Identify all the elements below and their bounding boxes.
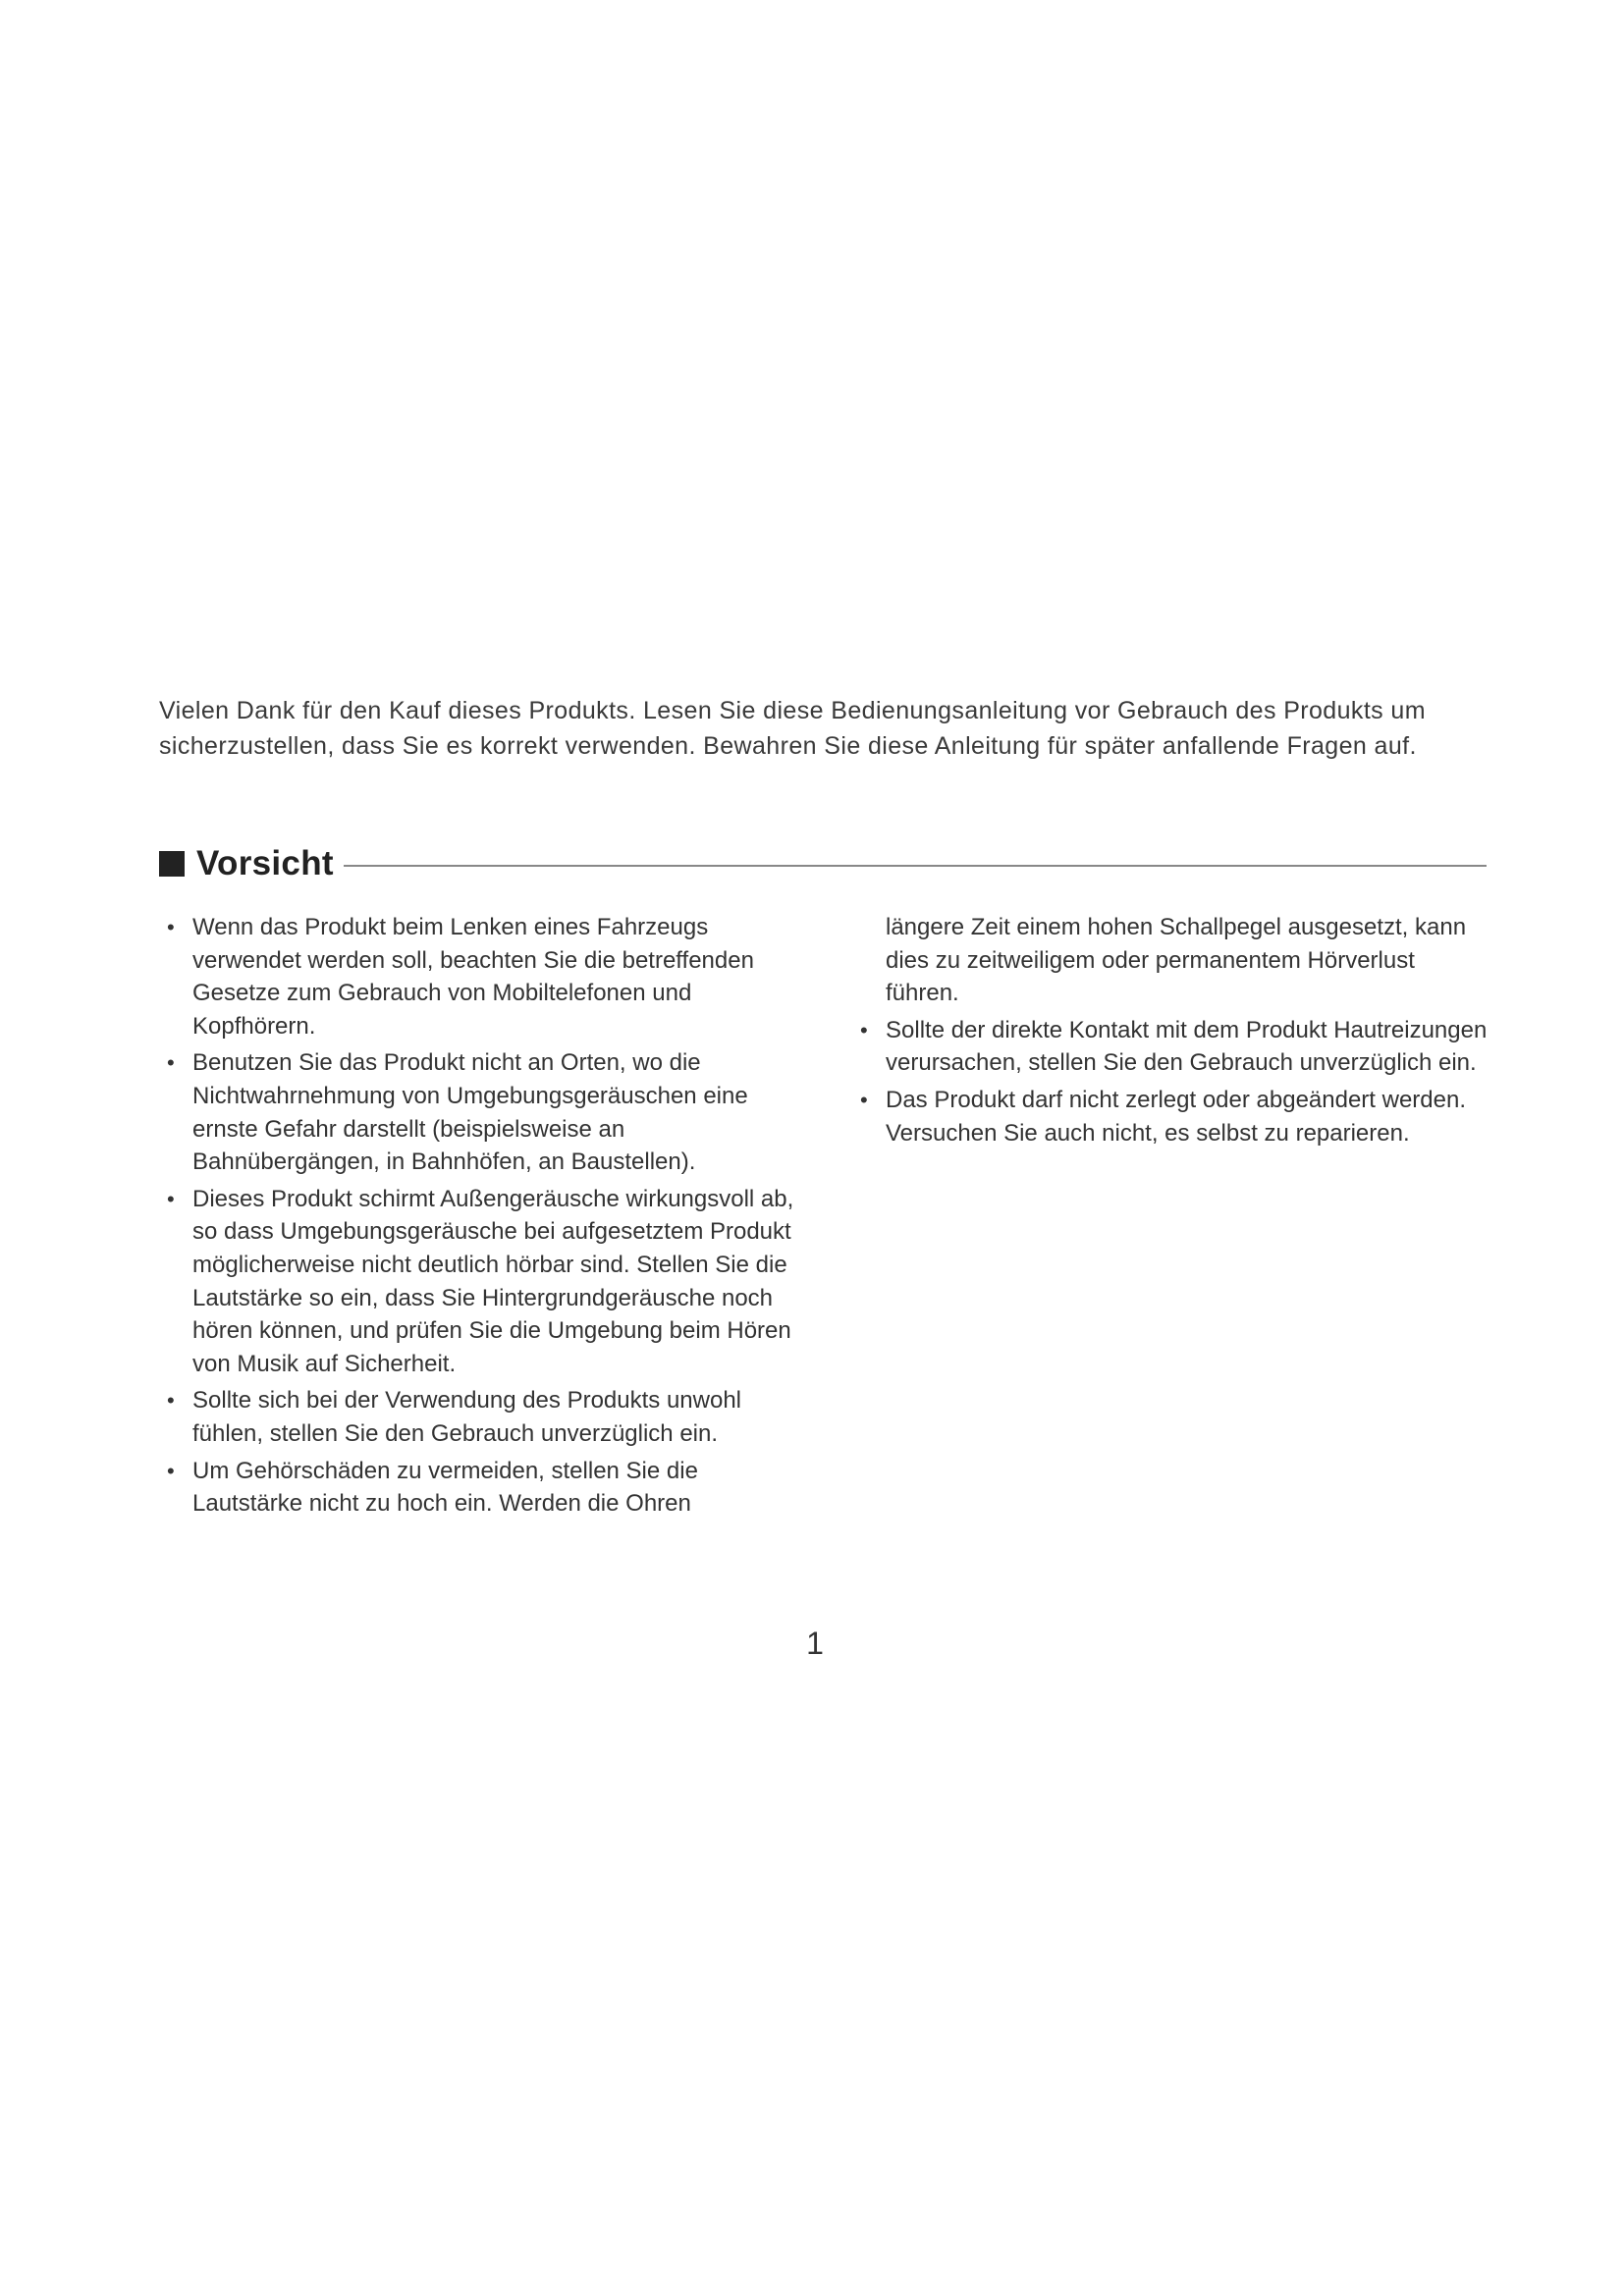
list-item-text: Wenn das Produkt beim Lenken eines Fahrzeugs verwendet werden soll, beachten Sie die betreffenden Gesetze zum Gebrauch von Mobiltelefonen und Kopfhörern. bbox=[192, 914, 754, 1040]
list-item-text: Sollte der direkte Kontakt mit dem Produkt Hautreizungen verursachen, stellen Sie den Gebrauch unverzüglich ein. bbox=[886, 1016, 1488, 1077]
list-item bbox=[167, 1183, 795, 1381]
section-title: Vorsicht bbox=[196, 844, 334, 882]
intro-paragraph: Vielen Dank für den Kauf dieses Produkts. Lesen Sie diese Bedienungsanleitung vor Gebrauch des Produkts um sicherzustellen, dass Sie es korrekt verwenden. Bewahren Sie diese Anleitung für später anfallende Fragen auf. bbox=[159, 697, 1426, 760]
list-item bbox=[860, 1084, 1489, 1149]
list-item bbox=[167, 1384, 795, 1450]
list-item bbox=[860, 1014, 1489, 1080]
list-item-text: längere Zeit einem hohen Schallpegel ausgesetzt, kann dies zu zeitweiligem oder permanentem Hörverlust führen. bbox=[886, 914, 1467, 1007]
list-item-text: Um Gehörschäden zu vermeiden, stellen Sie die Lautstärke nicht zu hoch ein. Werden die Ohren bbox=[192, 1457, 698, 1518]
bullet-icon: • bbox=[167, 1050, 175, 1076]
square-bullet-icon bbox=[159, 851, 185, 877]
bullet-icon: • bbox=[167, 1458, 175, 1483]
heading-divider bbox=[344, 865, 1487, 867]
bullet-icon: • bbox=[860, 1087, 868, 1112]
list-item bbox=[167, 1455, 795, 1521]
bullet-icon: • bbox=[167, 1388, 175, 1414]
list-item bbox=[167, 911, 795, 1042]
caution-list-right bbox=[860, 911, 1489, 1153]
caution-list-left bbox=[167, 911, 795, 1524]
list-item-text: Benutzen Sie das Produkt nicht an Orten, wo die Nichtwahrnehmung von Umgebungsgeräuschen eine ernste Gefahr darstellt (beispielsweise an Bahnübergängen, in Bahnhöfen, an Baustellen). bbox=[192, 1049, 748, 1176]
list-item-text: Sollte sich bei der Verwendung des Produkts unwohl fühlen, stellen Sie den Gebrauch unverzüglich ein. bbox=[192, 1387, 742, 1447]
bullet-icon: • bbox=[167, 915, 175, 939]
list-item-continuation bbox=[860, 911, 1489, 1010]
page-number: 1 bbox=[806, 1626, 824, 1661]
section-heading bbox=[159, 840, 1487, 887]
list-item-text: Dieses Produkt schirmt Außengeräusche wirkungsvoll ab, so dass Umgebungsgeräusche bei aufgesetztem Produkt möglicherweise nicht deutlich hörbar sind. Stellen Sie die Lautstärke so ein, dass Sie Hintergrundgeräusche noch hören können, und prüfen Sie die Umgebung beim Hören von Musik auf Sicherheit. bbox=[192, 1185, 794, 1377]
bullet-icon: • bbox=[860, 1017, 868, 1042]
bullet-icon: • bbox=[167, 1186, 175, 1211]
list-item-text: Das Produkt darf nicht zerlegt oder abgeändert werden. Versuchen Sie auch nicht, es selbst zu reparieren. bbox=[886, 1086, 1467, 1147]
list-item bbox=[167, 1046, 795, 1178]
